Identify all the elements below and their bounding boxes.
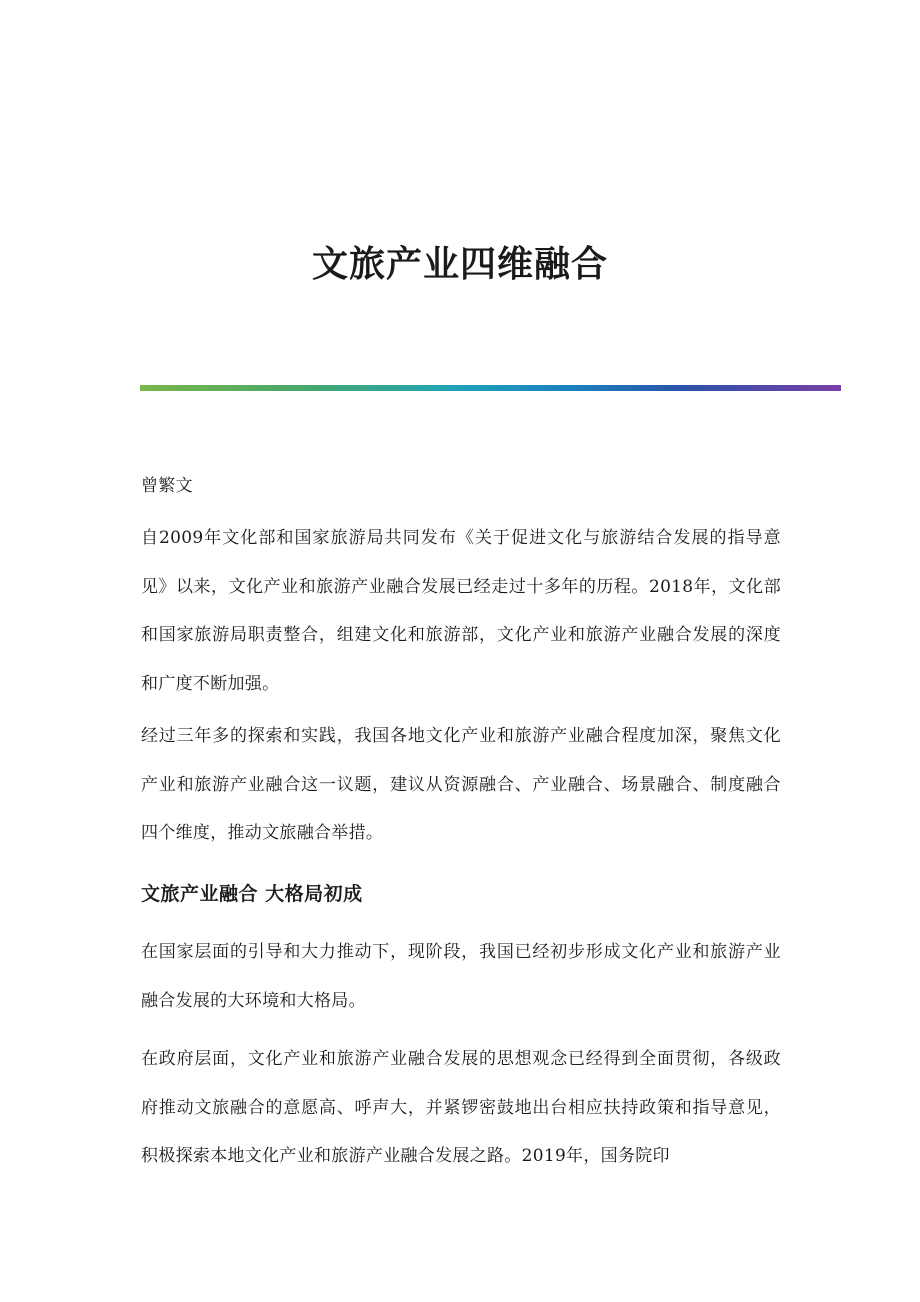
paragraph-1: [141, 514, 781, 708]
paragraph-text: 自2009年文化部和国家旅游局共同发布《关于促进文化与旅游结合发展的指导意见》以来，文化产业和旅游产业融合发展已经走过十多年的历程。2018年，文化部和国家旅游局职责整合，组建文化和旅游部，文化产业和旅游产业融合发展的深度和广度不断加强。: [141, 528, 781, 694]
document-title: 文旅产业四维融合: [311, 243, 608, 286]
paragraph-text: 在国家层面的引导和大力推动下，现阶段，我国已经初步形成文化产业和旅游产业融合发展的大环境和大格局。: [141, 942, 781, 1011]
paragraph-text: 经过三年多的探索和实践，我国各地文化产业和旅游产业融合程度加深，聚焦文化产业和旅游产业融合这一议题，建议从资源融合、产业融合、场景融合、制度融合四个维度，推动文旅融合举措。: [141, 726, 781, 843]
title-divider: [140, 385, 841, 391]
section-paragraph-1: [141, 928, 781, 1025]
section-heading: 文旅产业融合 大格局初成: [141, 883, 363, 905]
paragraph-2: [141, 712, 781, 858]
section-paragraph-2: [141, 1035, 781, 1181]
author-name: 曾繁文: [141, 476, 193, 496]
paragraph-text: 在政府层面，文化产业和旅游产业融合发展的思想观念已经得到全面贯彻，各级政府推动文旅融合的意愿高、呼声大，并紧锣密鼓地出台相应扶持政策和指导意见，积极探索本地文化产业和旅游产业融合发展之路。2019年，国务院印: [141, 1049, 781, 1166]
